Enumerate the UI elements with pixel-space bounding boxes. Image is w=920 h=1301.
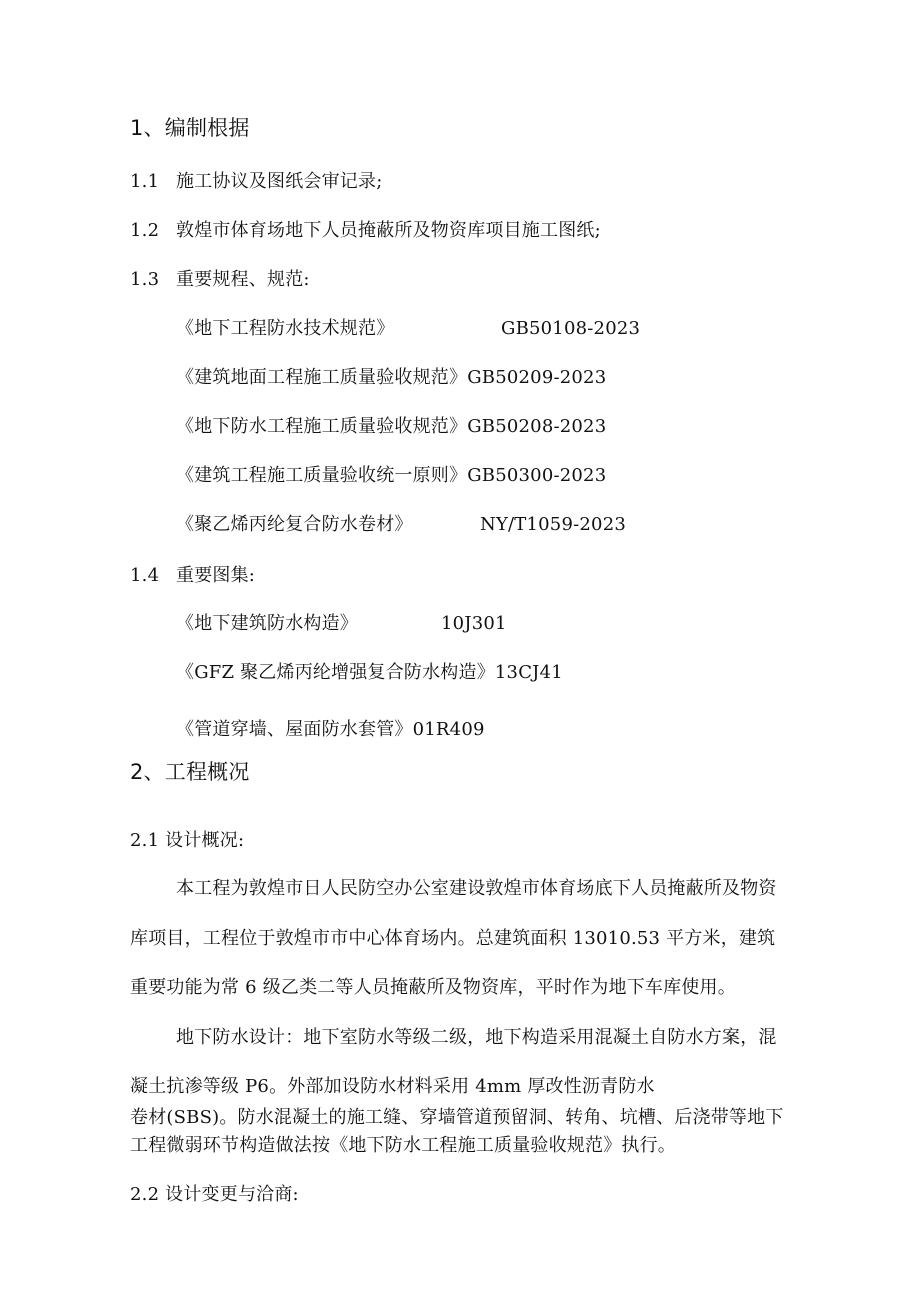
standard-row — [176, 513, 676, 537]
atlas-row — [176, 718, 776, 742]
paragraph-line: 卷材(SBS)。防水混凝土的施工缝、穿墙管道预留洞、转角、坑槽、后浇带等地下 — [130, 1107, 784, 1128]
item-text: 重要图集: — [176, 565, 256, 586]
atlas-row — [176, 612, 676, 636]
item-number: 1.3 — [130, 269, 160, 290]
item-1-1 — [130, 170, 382, 194]
item-text: 重要规程、规范: — [176, 269, 310, 290]
atlas-code: 13CJ41 — [494, 662, 563, 683]
item-1-4 — [130, 564, 255, 588]
section-2-heading: 2、工程概况 — [130, 760, 250, 784]
atlas-title: 《GFZ 聚乙烯丙纶增强复合防水构造》 — [176, 662, 495, 683]
standard-code: GB50108-2023 — [501, 318, 641, 339]
standard-title: 《聚乙烯丙纶复合防水卷材》 — [176, 514, 413, 535]
standard-code: NY/T1059-2023 — [480, 514, 627, 535]
paragraph-line: 重要功能为常 6 级乙类二等人员掩蔽所及物资库，平时作为地下车库使用。 — [130, 977, 736, 998]
standard-row — [176, 464, 676, 488]
paragraph-line: 工程微弱环节构造做法按《地下防水工程施工质量验收规范》执行。 — [130, 1135, 676, 1156]
paragraph-line: 地下防水设计：地下室防水等级二级，地下构造采用混凝土自防水方案，混 — [176, 1027, 777, 1048]
atlas-title: 《地下建筑防水构造》 — [176, 613, 358, 634]
item-text: 施工协议及图纸会审记录; — [176, 171, 383, 192]
atlas-code: 10J301 — [441, 613, 507, 634]
standard-code: GB50209-2023 — [467, 367, 607, 388]
item-1-2 — [130, 219, 601, 243]
atlas-title: 《管道穿墙、屋面防水套管》 — [176, 719, 413, 740]
standard-code: GB50208-2023 — [467, 416, 607, 437]
paragraph-line: 本工程为敦煌市日人民防空办公室建设敦煌市体育场底下人员掩蔽所及物资 — [176, 878, 777, 899]
standard-title: 《建筑工程施工质量验收统一原则》 — [176, 465, 468, 486]
item-number: 1.4 — [130, 565, 160, 586]
paragraph-line: 库项目，工程位于敦煌市市中心体育场内。总建筑面积 13010.53 平方米，建筑 — [130, 928, 776, 949]
standard-row — [176, 366, 676, 390]
subsection-2-1: 2.1 设计概况: — [130, 830, 245, 851]
standard-row — [176, 415, 676, 439]
atlas-code: 01R409 — [412, 719, 485, 740]
item-text: 敦煌市体育场地下人员掩蔽所及物资库项目施工图纸; — [176, 220, 601, 241]
paragraph-line: 凝土抗渗等级 P6。外部加设防水材料采用 4mm 厚改性沥青防水 — [130, 1076, 655, 1097]
item-number: 1.2 — [130, 220, 160, 241]
standard-title: 《地下防水工程施工质量验收规范》 — [176, 416, 468, 437]
item-number: 1.1 — [130, 171, 160, 192]
standard-code: GB50300-2023 — [467, 465, 607, 486]
atlas-row — [176, 661, 776, 685]
subsection-2-2: 2.2 设计变更与洽商: — [130, 1184, 299, 1205]
item-1-3 — [130, 268, 310, 292]
section-1-heading: 1、编制根据 — [130, 116, 250, 140]
standard-row — [176, 317, 676, 341]
standard-title: 《地下工程防水技术规范》 — [176, 318, 395, 339]
standard-title: 《建筑地面工程施工质量验收规范》 — [176, 367, 468, 388]
